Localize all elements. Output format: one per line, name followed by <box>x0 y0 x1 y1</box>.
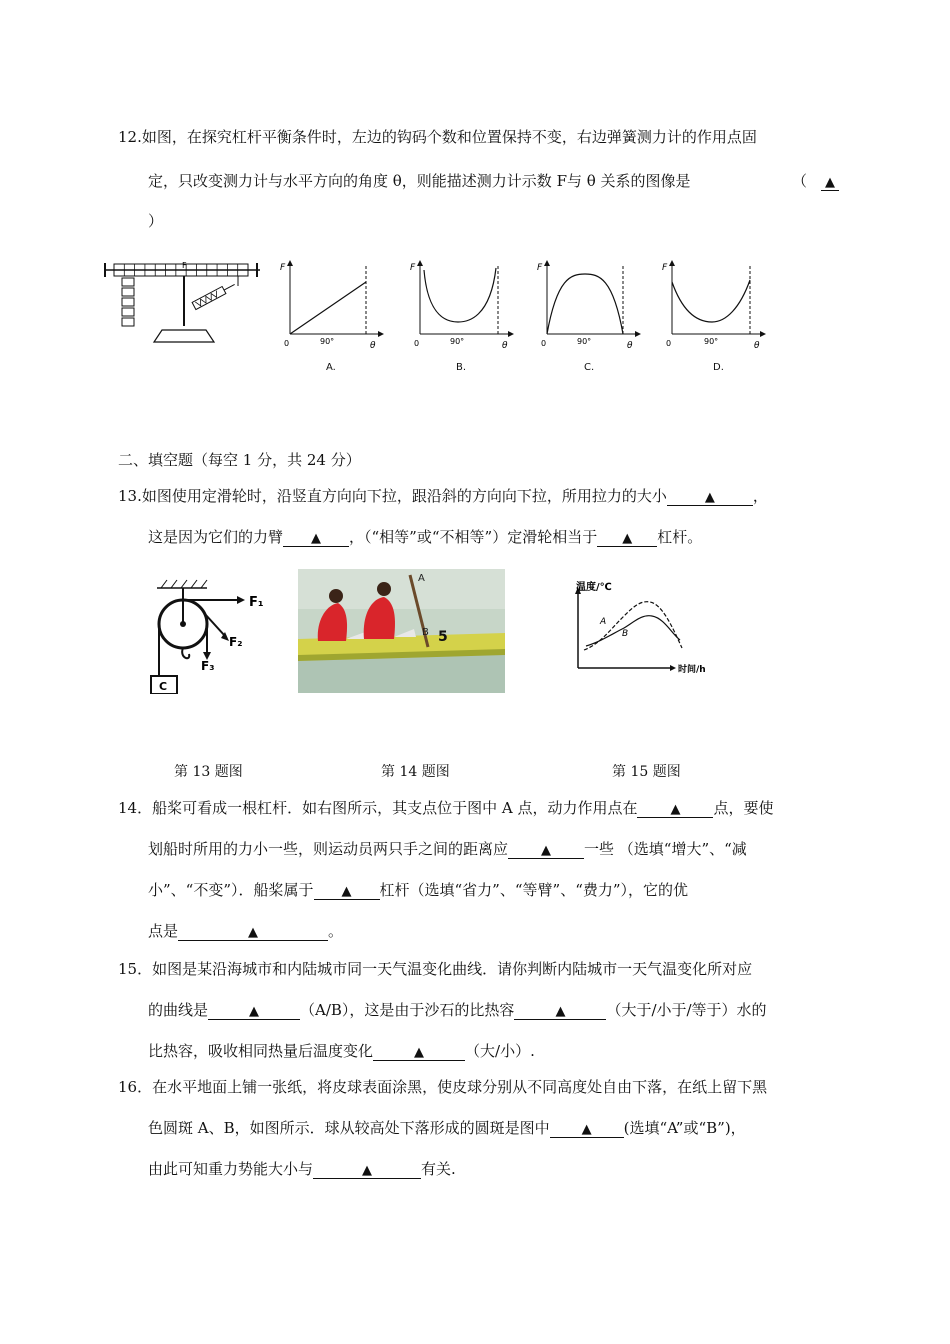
caption-figure-15: 第 15 题图 <box>612 764 681 780</box>
q13-line2-text-b: ，（“相等”或“不相等”）定滑轮相当于 <box>349 528 598 546</box>
force-f2-label: F₂ <box>229 635 243 649</box>
q14-line1-end: 点，要使 <box>713 799 774 817</box>
origin-label: 0 <box>666 339 672 348</box>
axis-theta-label: θ <box>502 341 508 351</box>
q15-blank-1[interactable]: ▲ <box>208 1004 300 1020</box>
q13-line2-text-a: 这是因为它们的力臂 <box>148 528 284 546</box>
q16-line2 <box>148 1117 746 1138</box>
curve-b-label: B <box>622 629 629 639</box>
option-a-label[interactable]: A. <box>326 362 336 373</box>
q13-blank-1[interactable]: ▲ <box>667 490 753 506</box>
q16-line3-end: 有关. <box>421 1160 456 1178</box>
temperature-curve-figure <box>570 574 730 679</box>
q15-line3-text: 比热容，吸收相同热量后温度变化 <box>148 1042 374 1060</box>
paddle-point-b-label: B <box>422 627 429 638</box>
section-2-heading: 二、填空题（每空 1 分，共 24 分） <box>118 451 361 469</box>
boat-number-label: 5 <box>438 629 448 645</box>
q14-blank-1[interactable]: ▲ <box>637 802 713 818</box>
axis-f-label: F <box>410 263 416 273</box>
caption-figure-14: 第 14 题图 <box>381 764 450 780</box>
tick-90-label: 90° <box>704 337 719 346</box>
axis-f-label: F <box>662 263 668 273</box>
axis-f-label: F <box>280 263 286 273</box>
q12-line1: 12.如图，在探究杠杆平衡条件时，左边的钩码个数和位置保持不变，右边弹簧测力计的作用点固 <box>118 128 757 146</box>
lever-apparatus-figure <box>100 258 265 348</box>
axis-theta-label: θ <box>627 341 633 351</box>
graph-option-a <box>278 258 388 353</box>
q15-line1: 15．如图是某沿海城市和内陆城市同一天气温变化曲线．请你判断内陆城市一天气温变化所对应 <box>118 960 753 978</box>
q14-blank-2[interactable]: ▲ <box>508 843 584 859</box>
graph-option-b <box>408 258 518 353</box>
q12-answer-blank[interactable]: ▲ <box>821 175 839 191</box>
q12-paren-close: ） <box>148 212 164 230</box>
q14-line4-text: 点是 <box>148 922 179 940</box>
q13-blank-3[interactable]: ▲ <box>597 531 657 547</box>
tick-90-label: 90° <box>577 337 592 346</box>
option-b-label[interactable]: B. <box>456 362 467 373</box>
force-f3-label: F₃ <box>201 659 215 673</box>
q15-line2-text-a: 的曲线是 <box>148 1001 209 1019</box>
q15-line2-text-c: （大于/小于/等于）水的 <box>606 1001 767 1019</box>
q16-line3-text: 由此可知重力势能大小与 <box>148 1160 314 1178</box>
q14-blank-3[interactable]: ▲ <box>314 884 380 900</box>
force-f1-label: F₁ <box>249 595 264 610</box>
q14-line2-text: 划船时所用的力小一些，则运动员两只手之间的距离应 <box>148 840 509 858</box>
temp-axis-label: 温度/℃ <box>576 582 612 593</box>
canoe-photo <box>298 569 505 693</box>
tick-90-label: 90° <box>320 337 335 346</box>
q16-line3 <box>148 1158 456 1179</box>
option-d-label[interactable]: D. <box>713 362 724 373</box>
q15-blank-2[interactable]: ▲ <box>514 1004 606 1020</box>
q12-line2 <box>148 170 691 191</box>
q16-blank-1[interactable]: ▲ <box>550 1122 624 1138</box>
q16-line2-end: (选填“A”或“B”)， <box>623 1119 746 1137</box>
q14-line3-end: 杠杆（选填“省力”、“等臂”、“费力”），它的优 <box>379 881 689 899</box>
option-c-label[interactable]: C. <box>584 362 595 373</box>
paddle-point-a-label: A <box>418 573 425 584</box>
pulley-figure <box>145 574 265 694</box>
q15-line3-end: （大/小）. <box>465 1042 535 1060</box>
curve-a-label: A <box>600 617 607 627</box>
q13-line1 <box>118 485 768 506</box>
tick-90-label: 90° <box>450 337 465 346</box>
q13-line1-text: 13.如图使用定滑轮时，沿竖直方向向下拉，跟沿斜的方向向下拉，所用拉力的大小 <box>118 487 667 505</box>
q13-line2 <box>148 526 702 547</box>
axis-theta-label: θ <box>370 341 376 351</box>
q16-line1: 16．在水平地面上铺一张纸，将皮球表面涂黑，使皮球分别从不同高度处自由下落，在纸上留下黑 <box>118 1078 768 1096</box>
weight-c-label: C <box>159 680 168 693</box>
q13-line2-text-c: 杠杆。 <box>657 528 703 546</box>
axis-theta-label: θ <box>754 341 760 351</box>
q14-line4 <box>148 920 343 941</box>
q14-line3-text: 小”、“不变”）．船桨属于 <box>148 881 314 899</box>
origin-label: 0 <box>541 339 547 348</box>
fulcrum-mark: F <box>182 261 187 270</box>
time-axis-label: 时间/h <box>678 665 706 675</box>
q13-line1-end: ， <box>752 487 768 505</box>
q14-blank-4[interactable]: ▲ <box>178 925 328 941</box>
q16-blank-2[interactable]: ▲ <box>313 1163 421 1179</box>
q14-line2 <box>148 838 747 859</box>
origin-label: 0 <box>284 339 290 348</box>
q12-line2-text: 定，只改变测力计与水平方向的角度 θ，则能描述测力计示数 F与 θ 关系的图像是 <box>148 172 691 190</box>
origin-label: 0 <box>414 339 420 348</box>
q12-paren-open: （ <box>792 172 808 190</box>
caption-figure-13: 第 13 题图 <box>174 764 243 780</box>
q15-blank-3[interactable]: ▲ <box>373 1045 465 1061</box>
q14-line4-end: 。 <box>328 922 344 940</box>
q12-answer-paren <box>792 170 839 191</box>
q15-line2-text-b: （A/B），这是由于沙石的比热容 <box>300 1001 515 1019</box>
q14-line1 <box>118 797 773 818</box>
q14-line2-end: 一些 （选填“增大”、“减 <box>584 840 747 858</box>
axis-f-label: F <box>537 263 543 273</box>
q15-line2 <box>148 999 767 1020</box>
q13-blank-2[interactable]: ▲ <box>283 531 349 547</box>
q14-line3 <box>148 879 688 900</box>
graph-option-d <box>660 258 770 353</box>
graph-option-c <box>535 258 645 353</box>
q16-line2-text: 色圆斑 A、B，如图所示．球从较高处下落形成的圆斑是图中 <box>148 1119 550 1137</box>
q14-line1-text: 14．船桨可看成一根杠杆．如右图所示，其支点位于图中 A 点，动力作用点在 <box>118 799 638 817</box>
q15-line3 <box>148 1040 535 1061</box>
